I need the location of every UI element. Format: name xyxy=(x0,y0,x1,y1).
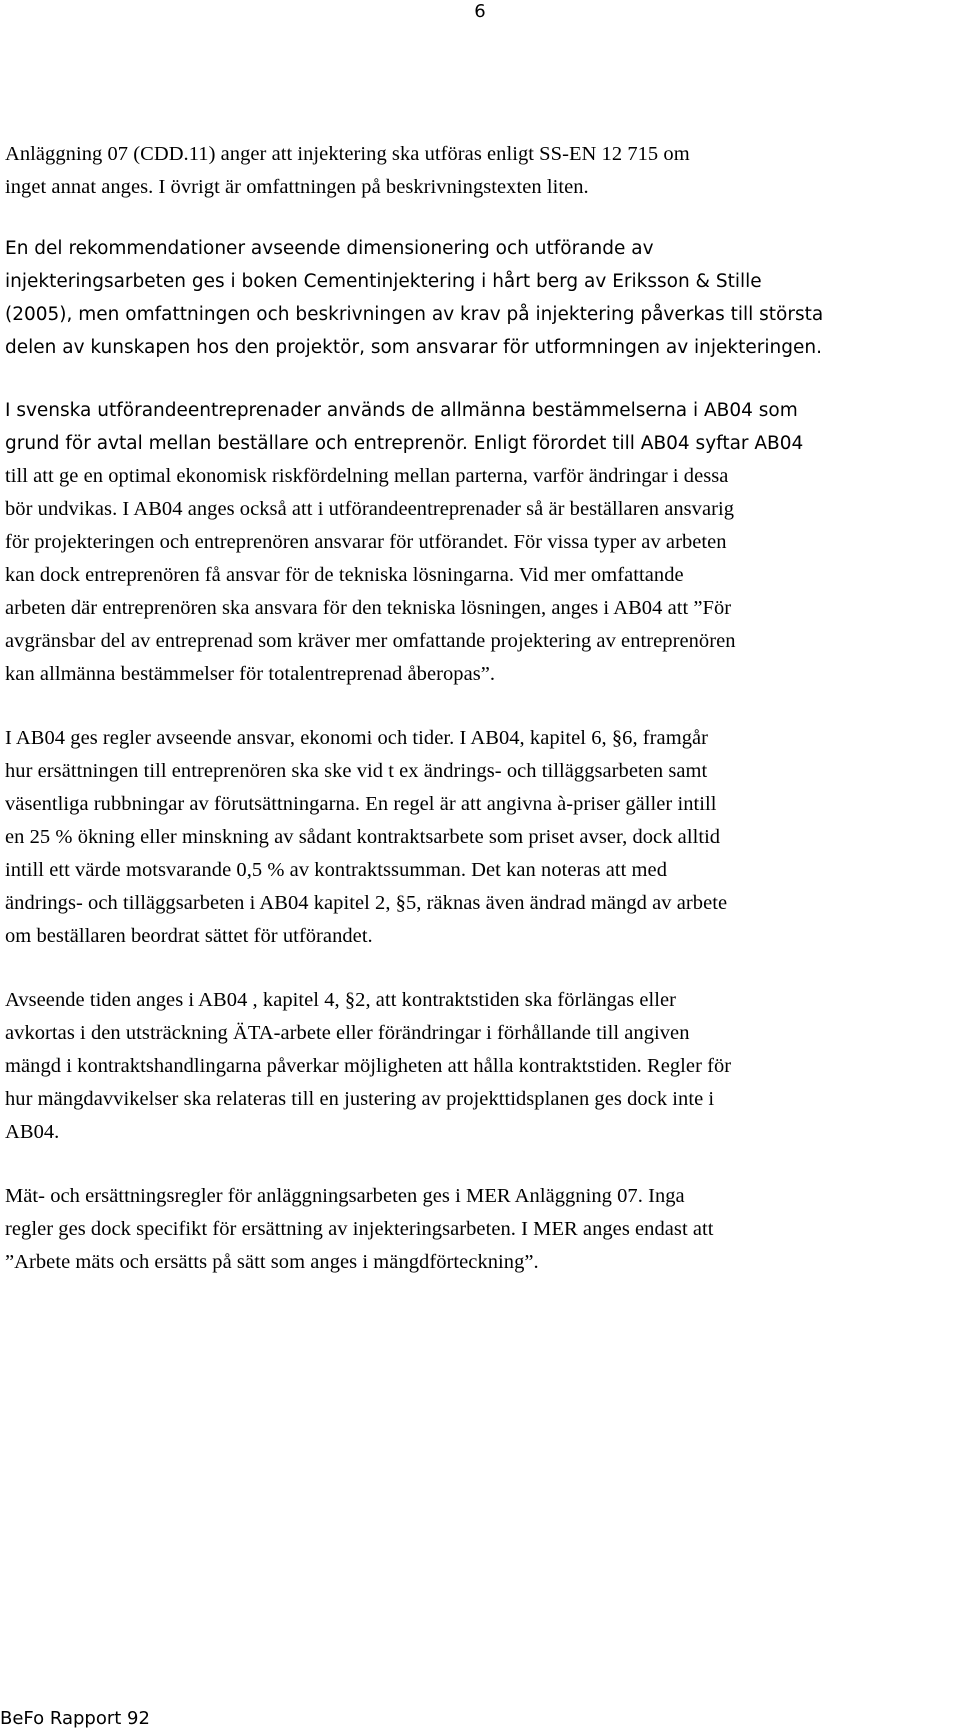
text-line: kan dock entreprenören få ansvar för de tekniska lösningarna. Vid mer omfattande xyxy=(5,564,684,586)
paragraph-5 xyxy=(5,984,957,1149)
text-line: till att ge en optimal ekonomisk riskfördelning mellan parterna, varför ändringar i dessa xyxy=(5,465,729,487)
text-line: för projekteringen och entreprenören ansvarar för utförandet. För vissa typer av arbeten xyxy=(5,531,727,553)
document-body xyxy=(5,138,957,1279)
text-line: inget annat anges. I övrigt är omfattningen på beskrivningstexten liten. xyxy=(5,176,589,198)
text-line: arbeten där entreprenören ska ansvara för den tekniska lösningen, anges i AB04 att ”För xyxy=(5,597,732,619)
paragraph-3 xyxy=(5,394,957,460)
text-line: injekteringsarbeten ges i boken Cementinjektering i hårt berg av Eriksson & Stille xyxy=(5,271,762,292)
text-line: Mät- och ersättningsregler för anläggningsarbeten ges i MER Anläggning 07. Inga xyxy=(5,1185,685,1207)
text-line: Avseende tiden anges i AB04 , kapitel 4, §2, att kontraktstiden ska förlängas eller xyxy=(5,989,676,1011)
text-line: en 25 % ökning eller minskning av sådant kontraktsarbete som priset avser, dock alltid xyxy=(5,826,721,848)
text-line: bör undvikas. I AB04 anges också att i utförandeentreprenader så är beställaren ansvarig xyxy=(5,498,735,520)
text-line: En del rekommendationer avseende dimensionering och utförande av xyxy=(5,238,654,259)
text-line: hur ersättningen till entreprenören ska ske vid t ex ändrings- och tilläggsarbeten samt xyxy=(5,760,708,782)
page-number: 6 xyxy=(474,1,486,22)
text-line: väsentliga rubbningar av förutsättningarna. En regel är att angivna à-priser gäller intill xyxy=(5,793,717,815)
text-line: ändrings- och tilläggsarbeten i AB04 kapitel 2, §5, räknas även ändrad mängd av arbete xyxy=(5,892,728,914)
text-line: om beställaren beordrat sättet för utförandet. xyxy=(5,925,373,947)
text-line: intill ett värde motsvarande 0,5 % av kontraktssumman. Det kan noteras att med xyxy=(5,859,668,881)
text-line: kan allmänna bestämmelser för totalentreprenad åberopas”. xyxy=(5,663,496,685)
text-line: hur mängdavvikelser ska relateras till en justering av projekttidsplanen ges dock inte i xyxy=(5,1088,715,1110)
paragraph-4 xyxy=(5,722,957,953)
text-line: I svenska utförandeentreprenader används de allmänna bestämmelserna i AB04 som xyxy=(5,400,798,421)
text-line: avkortas i den utsträckning ÄTA-arbete eller förändringar i förhållande till angiven xyxy=(5,1022,690,1044)
text-line: delen av kunskapen hos den projektör, som ansvarar för utformningen av injekteringen. xyxy=(5,337,822,358)
text-line: AB04. xyxy=(5,1121,60,1143)
text-line: avgränsbar del av entreprenad som kräver mer omfattande projektering av entreprenören xyxy=(5,630,736,652)
paragraph-1 xyxy=(5,138,957,204)
paragraph-3-continued xyxy=(5,460,957,691)
paragraph-6 xyxy=(5,1180,957,1279)
text-line: regler ges dock specifikt för ersättning av injekteringsarbeten. I MER anges endast att xyxy=(5,1218,714,1240)
page-footer: BeFo Rapport 92 xyxy=(0,1708,150,1729)
text-line: mängd i kontraktshandlingarna påverkar möjligheten att hålla kontraktstiden. Regler för xyxy=(5,1055,732,1077)
text-line: I AB04 ges regler avseende ansvar, ekonomi och tider. I AB04, kapitel 6, §6, framgår xyxy=(5,727,709,749)
paragraph-2 xyxy=(5,232,957,364)
text-line: grund för avtal mellan beställare och entreprenör. Enligt förordet till AB04 syftar AB04 xyxy=(5,433,804,454)
text-line: Anläggning 07 (CDD.11) anger att injektering ska utföras enligt SS-EN 12 715 om xyxy=(5,143,690,165)
text-line: ”Arbete mäts och ersätts på sätt som anges i mängdförteckning”. xyxy=(5,1251,539,1273)
text-line: (2005), men omfattningen och beskrivningen av krav på injektering påverkas till största xyxy=(5,304,824,325)
